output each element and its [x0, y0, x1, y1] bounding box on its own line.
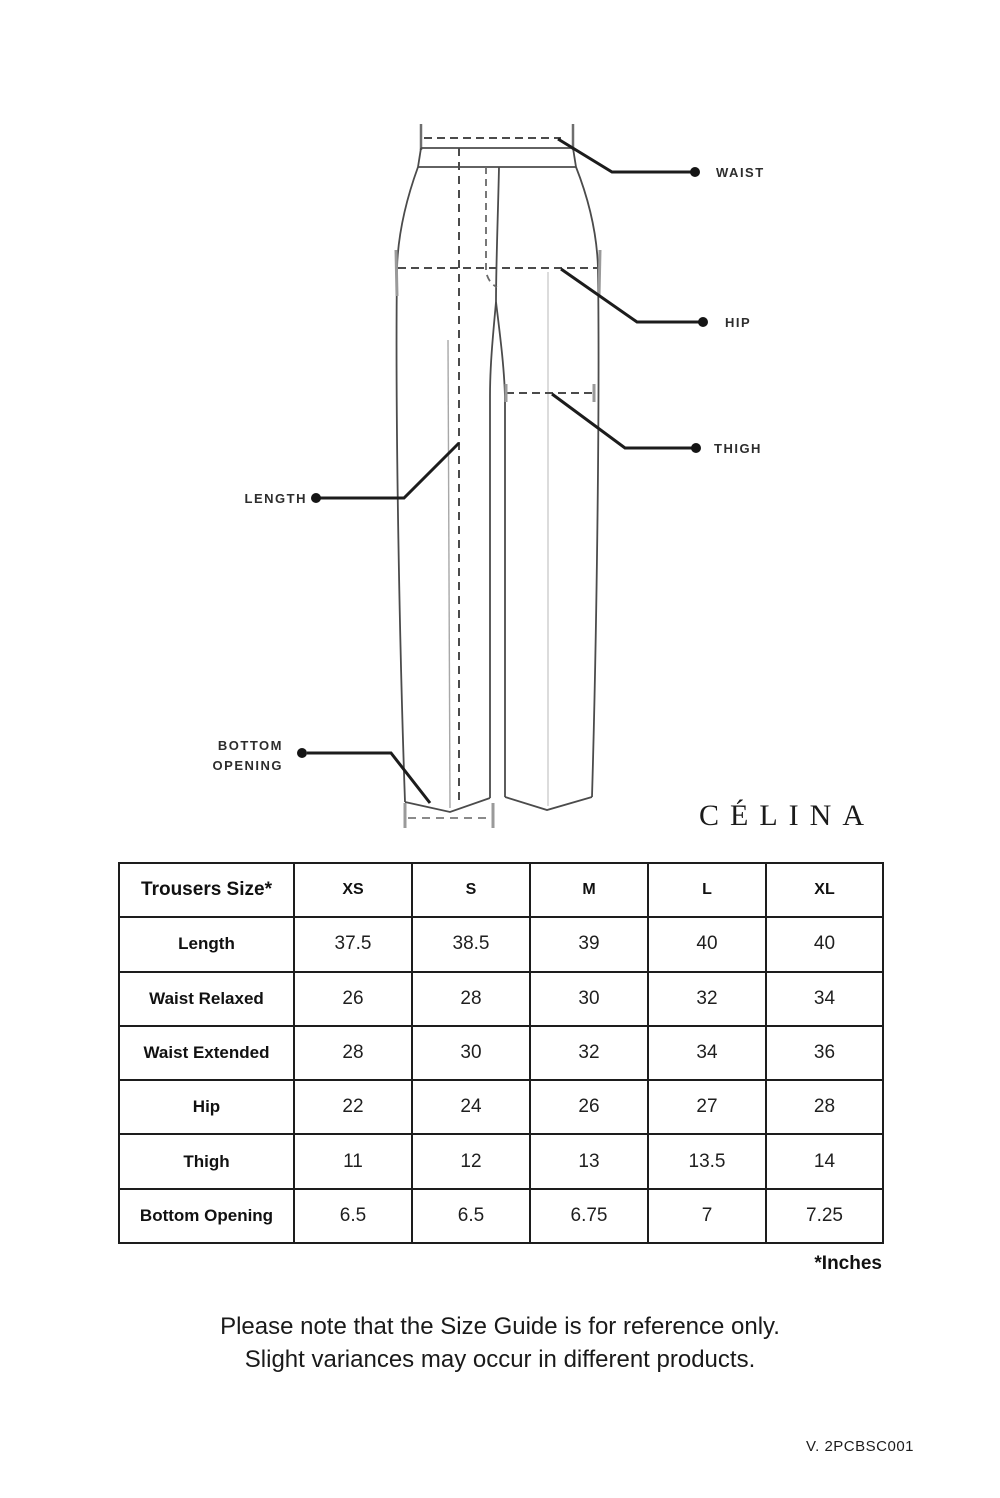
value-cell: 22 — [294, 1080, 412, 1134]
trouser-outline — [397, 167, 599, 812]
length-callout — [245, 443, 459, 506]
value-cell: 13 — [530, 1134, 648, 1188]
size-table — [118, 862, 884, 1244]
value-cell: 30 — [530, 972, 648, 1026]
value-cell: 6.5 — [412, 1189, 530, 1243]
value-cell: 30 — [412, 1026, 530, 1080]
table-header-row — [119, 863, 883, 917]
thigh-measure — [506, 384, 594, 402]
hip-callout-dot — [698, 317, 708, 327]
value-cell: 11 — [294, 1134, 412, 1188]
bottom-opening-label-line2: OPENING — [212, 758, 283, 773]
value-cell: 14 — [766, 1134, 883, 1188]
value-cell: 6.5 — [294, 1189, 412, 1243]
disclaimer — [0, 1310, 1000, 1376]
thigh-callout — [552, 394, 762, 456]
version-code: V. 2PCBSC001 — [806, 1438, 915, 1455]
bottom-opening-label-line1: BOTTOM — [217, 738, 283, 753]
value-cell: 34 — [766, 972, 883, 1026]
value-cell: 28 — [412, 972, 530, 1026]
value-cell: 26 — [294, 972, 412, 1026]
row-label: Length — [119, 917, 294, 971]
row-label: Thigh — [119, 1134, 294, 1188]
waist-callout — [558, 139, 765, 180]
value-cell: 24 — [412, 1080, 530, 1134]
size-header-xs: XS — [294, 863, 412, 917]
bottom-opening-callout — [213, 738, 430, 803]
disclaimer-line-1: Please note that the Size Guide is for reference only. — [220, 1313, 780, 1340]
thigh-callout-dot — [691, 443, 701, 453]
table-row-waist-relaxed — [119, 972, 883, 1026]
table-row-length — [119, 917, 883, 971]
value-cell: 28 — [766, 1080, 883, 1134]
value-cell: 27 — [648, 1080, 766, 1134]
value-cell: 40 — [766, 917, 883, 971]
table-corner-cell: Trousers Size* — [119, 863, 294, 917]
size-header-xl: XL — [766, 863, 883, 917]
size-header-s: S — [412, 863, 530, 917]
value-cell: 7.25 — [766, 1189, 883, 1243]
length-callout-dot — [311, 493, 321, 503]
value-cell: 39 — [530, 917, 648, 971]
value-cell: 6.75 — [530, 1189, 648, 1243]
value-cell: 40 — [648, 917, 766, 971]
hip-label: HIP — [725, 315, 752, 330]
value-cell: 12 — [412, 1134, 530, 1188]
table-row-hip — [119, 1080, 883, 1134]
value-cell: 28 — [294, 1026, 412, 1080]
hip-measure — [396, 250, 600, 296]
value-cell: 32 — [530, 1026, 648, 1080]
table-row-thigh — [119, 1134, 883, 1188]
waist-label: WAIST — [716, 165, 765, 180]
size-header-l: L — [648, 863, 766, 917]
waist-callout-dot — [690, 167, 700, 177]
size-header-m: M — [530, 863, 648, 917]
value-cell: 36 — [766, 1026, 883, 1080]
bottom-opening-callout-dot — [297, 748, 307, 758]
value-cell: 32 — [648, 972, 766, 1026]
value-cell: 26 — [530, 1080, 648, 1134]
row-label: Waist Relaxed — [119, 972, 294, 1026]
row-label: Hip — [119, 1080, 294, 1134]
value-cell: 7 — [648, 1189, 766, 1243]
thigh-label: THIGH — [714, 441, 762, 456]
bottom-opening-measure — [405, 803, 493, 828]
row-label: Waist Extended — [119, 1026, 294, 1080]
table-row-bottom-opening — [119, 1189, 883, 1243]
hip-callout — [561, 269, 751, 330]
waistband — [418, 148, 576, 167]
value-cell: 34 — [648, 1026, 766, 1080]
length-label: LENGTH — [244, 491, 307, 506]
crease-lines — [448, 272, 548, 808]
disclaimer-line-2: Slight variances may occur in different products. — [244, 1346, 756, 1373]
value-cell: 38.5 — [412, 917, 530, 971]
brand-logo: CÉLINA — [699, 799, 875, 832]
row-label: Bottom Opening — [119, 1189, 294, 1243]
value-cell: 37.5 — [294, 917, 412, 971]
value-cell: 13.5 — [648, 1134, 766, 1188]
table-row-waist-extended — [119, 1026, 883, 1080]
units-note: *Inches — [814, 1253, 882, 1274]
